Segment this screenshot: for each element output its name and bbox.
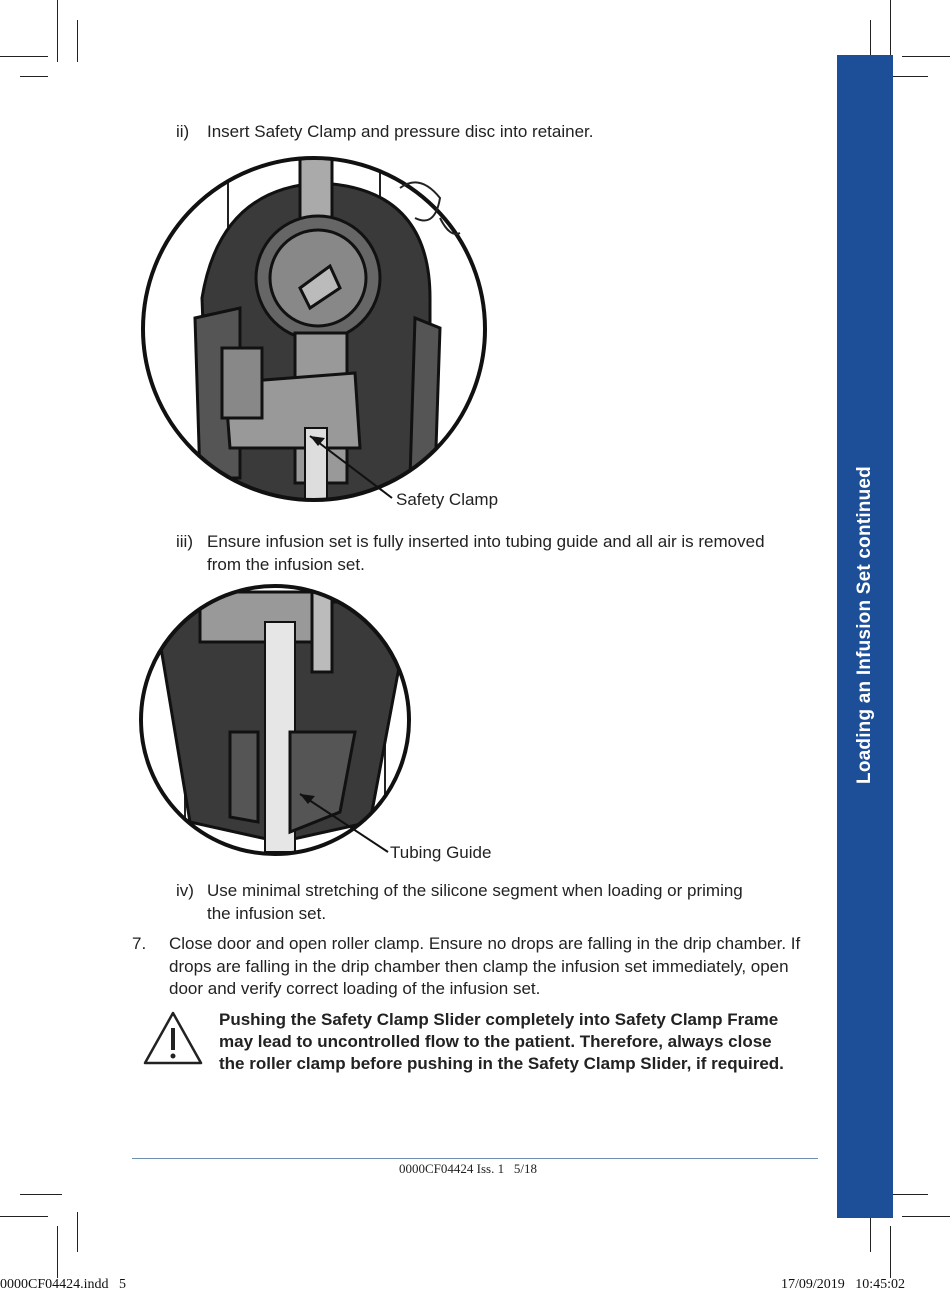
crop-mark [0,1216,48,1217]
crop-mark [890,1226,891,1278]
crop-mark [57,1226,58,1278]
crop-mark [20,1194,62,1195]
tubing-guide-illustration [130,582,510,872]
step-7-number: 7. [132,934,147,953]
crop-mark [0,56,48,57]
step-7-line2: drops are falling in the drip chamber then clamp the infusion set immediately, open [169,957,789,976]
warning-triangle-icon [142,1010,204,1066]
crop-mark [890,0,891,62]
step-7-line1: Close door and open roller clamp. Ensure no drops are falling in the drip chamber. If [169,934,801,953]
footer-doc-ref: 0000CF04424 Iss. 1 5/18 [399,1161,537,1176]
crop-mark [902,56,950,57]
safety-clamp-illustration [130,148,550,518]
crop-mark [902,1216,950,1217]
step-iii-number: iii) [176,532,193,551]
step-7-line3: door and verify correct loading of the infusion set. [169,979,541,998]
footer-rule [132,1158,818,1159]
callout-safety-clamp: Safety Clamp [396,490,499,509]
step-iii-line2: from the infusion set. [207,555,365,574]
crop-mark [888,1194,928,1195]
warning-line2: may lead to uncontrolled flow to the patient. Therefore, always close [219,1032,772,1051]
step-iv-number: iv) [176,881,194,900]
warning-line3: the roller clamp before pushing in the Safety Clamp Slider, if required. [219,1054,784,1073]
crop-mark [870,1212,871,1252]
slug-filename: 0000CF04424.indd 5 [0,1277,127,1292]
warning-line1: Pushing the Safety Clamp Slider completely into Safety Clamp Frame [219,1010,779,1029]
callout-tubing-guide: Tubing Guide [390,843,492,862]
step-iii-line1: Ensure infusion set is fully inserted into tubing guide and all air is removed [207,532,765,551]
crop-mark [57,0,58,62]
crop-mark [77,1212,78,1252]
step-iv-line1: Use minimal stretching of the silicone segment when loading or priming [207,881,743,900]
slug-datetime: 17/09/2019 10:45:02 [781,1277,906,1292]
step-iv-line2: the infusion set. [207,904,327,923]
step-ii-text: Insert Safety Clamp and pressure disc into retainer. [207,122,594,141]
sidebar-title: Loading an Infusion Set continued [854,466,875,784]
crop-mark [77,20,78,62]
crop-mark [20,76,48,77]
crop-mark [888,76,928,77]
step-ii-number: ii) [176,122,190,141]
